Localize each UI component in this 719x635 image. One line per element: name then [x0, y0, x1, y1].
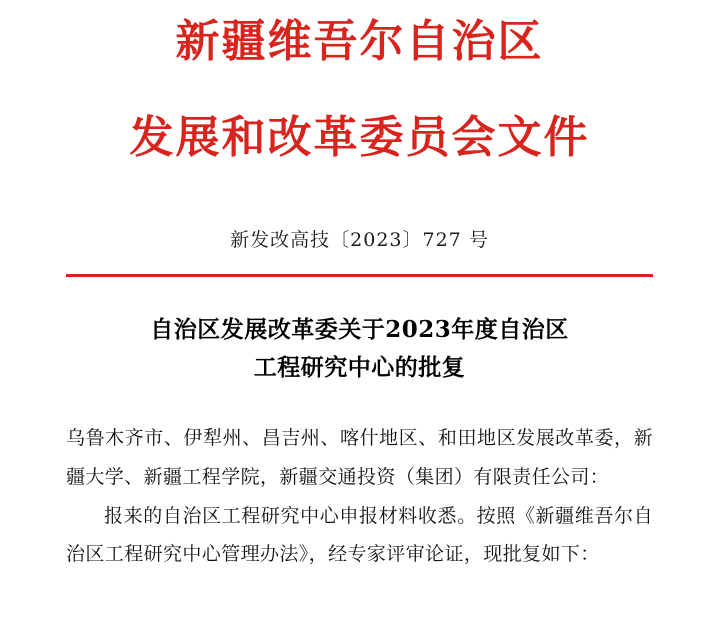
masthead-line-2: 发展和改革委员会文件: [129, 112, 590, 164]
body-paragraph-opening: 报来的自治区工程研究中心申报材料收悉。按照《新疆维吾尔自治区工程研究中心管理办法》，经专家评审论证，现批复如下：: [66, 504, 653, 566]
masthead-line-1: 新疆维吾尔自治区: [175, 16, 544, 67]
document-number: 新发改高技〔2023〕727 号: [230, 228, 489, 251]
masthead: [66, 0, 653, 163]
document-title-line-1: 自治区发展改革委关于2023年度自治区: [150, 315, 569, 343]
body-paragraph-recipients: 乌鲁木齐市、伊犁州、昌吉州、喀什地区、和田地区发展改革委，新疆大学、新疆工程学院，新疆交通投资（集团）有限责任公司：: [66, 426, 653, 488]
document-title: [66, 277, 653, 387]
document-title-line-2: 工程研究中心的批复: [253, 353, 466, 381]
document-body: [66, 387, 653, 575]
